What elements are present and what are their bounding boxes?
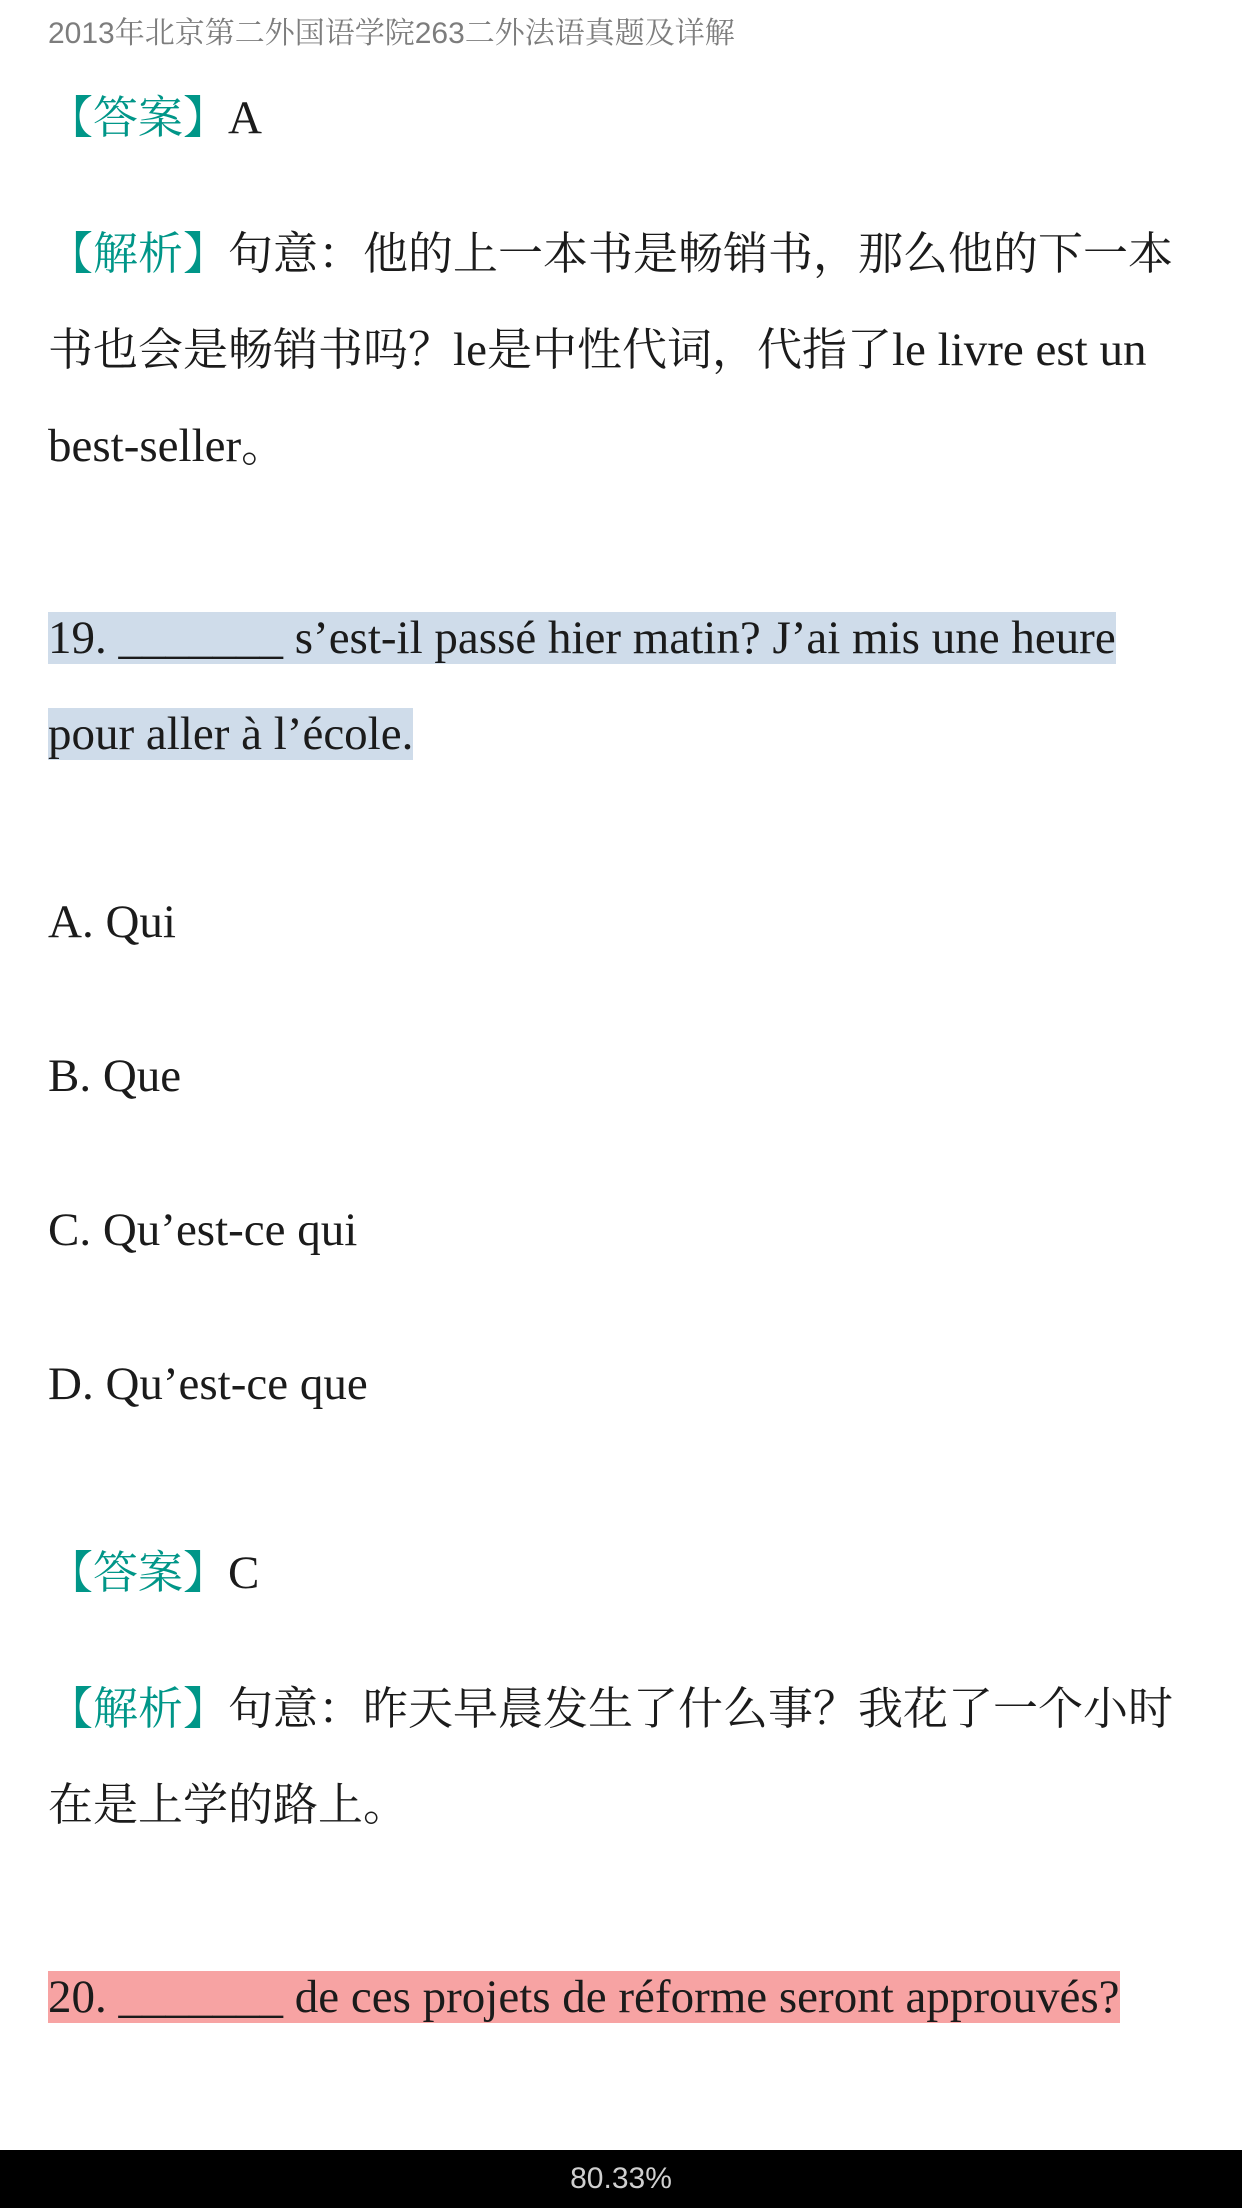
answer-line-1 xyxy=(48,70,1208,166)
analysis-text-cjk-c: 。 xyxy=(241,419,287,472)
question-20 xyxy=(48,1949,1208,2045)
question-20-text: 20. _______ de ces projets de réforme seront approuvés? xyxy=(48,1971,1120,2023)
reading-progress-bar[interactable] xyxy=(0,2150,1242,2208)
analysis-label: 【解析】 xyxy=(48,227,229,280)
option-19-d[interactable]: D. Qu’est-ce que xyxy=(48,1358,368,1410)
question-19-text: 19. _______ s’est-il passé hier matin? J’ai mis une heure pour aller à l’école. xyxy=(48,612,1116,760)
spacer xyxy=(48,1853,1208,1949)
analysis-paragraph-2 xyxy=(48,1661,1208,1853)
spacer xyxy=(48,1621,1208,1661)
analysis-text-cjk-a: 句意：他的上一本书是畅销书，那么他的下一本书也会是畅销书吗？ xyxy=(48,227,1174,376)
document-body xyxy=(48,70,1208,2045)
answer-value: C xyxy=(228,1547,260,1599)
analysis-text-2: 句意：昨天早晨发生了什么事？我花了一个小时在是上学的路上。 xyxy=(48,1682,1174,1831)
answer-label: 【答案】 xyxy=(48,1546,229,1599)
analysis-text-latin-a: le xyxy=(453,324,487,376)
option-19-a[interactable]: A. Qui xyxy=(48,896,176,948)
option-19-c[interactable]: C. Qu’est-ce qui xyxy=(48,1204,358,1256)
analysis-label: 【解析】 xyxy=(48,1682,229,1735)
page-header-title: 2013年北京第二外国语学院263二外法语真题及详解 xyxy=(48,17,735,50)
answer-line-2 xyxy=(48,1525,1208,1621)
analysis-paragraph-1 xyxy=(48,206,1208,494)
analysis-text-latin-b: le livre est un best-seller xyxy=(48,324,1147,472)
answer-value: A xyxy=(228,92,262,144)
option-19-b[interactable]: B. Que xyxy=(48,1050,182,1102)
question-19 xyxy=(48,590,1208,782)
spacer xyxy=(48,494,1208,590)
answer-label: 【答案】 xyxy=(48,91,229,144)
spacer xyxy=(48,1485,1208,1525)
analysis-text-cjk-b: 是中性代词，代指了 xyxy=(486,323,892,376)
progress-percent: 80.33% xyxy=(570,2162,672,2195)
spacer xyxy=(48,782,1208,822)
spacer xyxy=(48,166,1208,206)
